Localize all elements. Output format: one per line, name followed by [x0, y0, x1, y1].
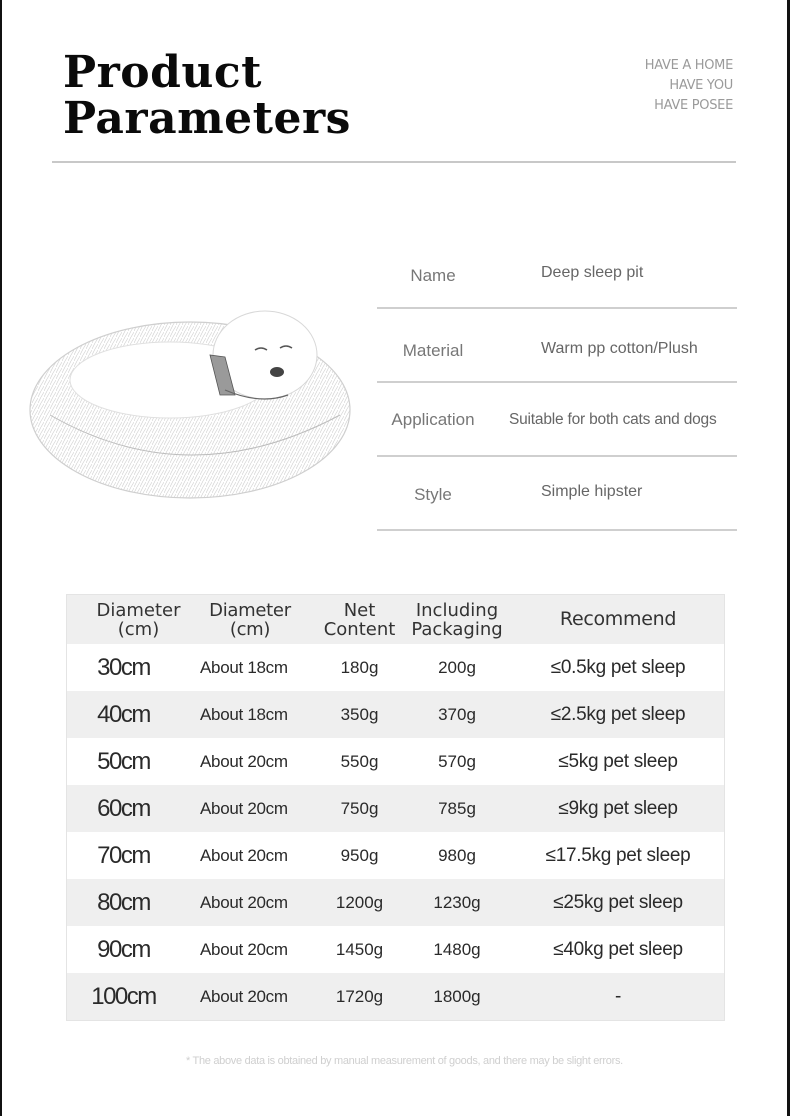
cell-with-packaging: 200g [438, 657, 476, 677]
cell-recommend: ≤25kg pet sleep [553, 891, 683, 913]
cell-net-content: 750g [340, 798, 379, 818]
spec-value: Warm pp cotton/Plush [541, 340, 698, 357]
cell-diameter: 30cm [97, 653, 150, 681]
cell-inner-diameter: About 20cm [200, 986, 288, 1006]
spec-label: Material [402, 341, 464, 360]
cell-recommend: ≤17.5kg pet sleep [545, 844, 691, 866]
tagline [645, 56, 733, 116]
cell-net-content: 550g [340, 751, 379, 771]
spec-row-style [377, 457, 737, 531]
cell-with-packaging: 370g [438, 704, 476, 724]
cell-inner-diameter: About 18cm [200, 657, 288, 677]
tagline-line: HAVE POSEE [654, 98, 733, 113]
cell-diameter: 70cm [97, 841, 150, 869]
page-title-line1: Product [63, 47, 262, 98]
product-image [20, 295, 360, 505]
cell-net-content: 1450g [335, 939, 384, 959]
cell-inner-diameter: About 20cm [200, 751, 288, 771]
cell-inner-diameter: About 20cm [200, 798, 288, 818]
table-row [67, 644, 724, 691]
page-title-line2: Parameters [63, 93, 351, 144]
page-border-left [0, 0, 2, 1116]
cell-with-packaging: 1800g [433, 986, 481, 1006]
cell-with-packaging: 980g [438, 845, 476, 865]
spec-value: Suitable for both cats and dogs [509, 411, 717, 428]
spec-list [377, 235, 737, 531]
cell-recommend: ≤40kg pet sleep [553, 938, 683, 960]
cell-net-content: 1720g [335, 986, 384, 1006]
cell-diameter: 80cm [97, 888, 150, 916]
cell-recommend: ≤0.5kg pet sleep [550, 656, 686, 678]
table-row [67, 738, 724, 785]
column-header: Recommend [559, 608, 677, 630]
cell-net-content: 350g [340, 704, 379, 724]
column-header: Diameter (cm) [96, 599, 181, 640]
cell-net-content: 950g [340, 845, 379, 865]
spec-label: Style [414, 485, 452, 504]
table-header-row [67, 595, 724, 644]
cell-with-packaging: 1480g [433, 939, 481, 959]
cell-net-content: 1200g [335, 892, 384, 912]
cell-inner-diameter: About 20cm [200, 845, 288, 865]
column-header: Including Packaging [411, 599, 503, 640]
cell-diameter: 40cm [97, 700, 150, 728]
spec-label: Application [391, 410, 475, 429]
table-body [67, 644, 724, 1020]
table-row [67, 879, 724, 926]
spec-value: Deep sleep pit [541, 264, 644, 281]
tagline-line: HAVE A HOME [644, 58, 733, 73]
cell-recommend: ≤2.5kg pet sleep [550, 703, 686, 725]
spec-row-application [377, 383, 737, 457]
spec-row-name [377, 235, 737, 309]
spec-row-material [377, 309, 737, 383]
cell-diameter: 90cm [97, 935, 150, 963]
table-row [67, 691, 724, 738]
table-row [67, 785, 724, 832]
cell-inner-diameter: About 18cm [200, 704, 288, 724]
header-divider [52, 161, 736, 163]
cell-diameter: 100cm [91, 982, 156, 1010]
cell-inner-diameter: About 20cm [200, 939, 288, 959]
cell-inner-diameter: About 20cm [200, 892, 288, 912]
cell-recommend: - [614, 985, 622, 1007]
footnote: * The above data is obtained by manual measurement of goods, and there may be slight errors. [186, 1055, 623, 1067]
spec-label: Name [410, 266, 456, 285]
table-row [67, 973, 724, 1020]
table-row [67, 926, 724, 973]
spec-value: Simple hipster [541, 483, 643, 500]
cell-recommend: ≤9kg pet sleep [558, 797, 678, 819]
column-header: Net Content [323, 599, 396, 640]
cell-recommend: ≤5kg pet sleep [558, 750, 678, 772]
cell-with-packaging: 1230g [433, 892, 481, 912]
table-row [67, 832, 724, 879]
cell-with-packaging: 785g [438, 798, 476, 818]
tagline-line: HAVE YOU [669, 78, 733, 93]
cell-diameter: 60cm [97, 794, 150, 822]
column-header: Diameter (cm) [209, 599, 291, 640]
cell-with-packaging: 570g [438, 751, 476, 771]
cell-diameter: 50cm [97, 747, 150, 775]
page-title [63, 47, 351, 144]
size-table [66, 594, 725, 1021]
cell-net-content: 180g [340, 657, 379, 677]
